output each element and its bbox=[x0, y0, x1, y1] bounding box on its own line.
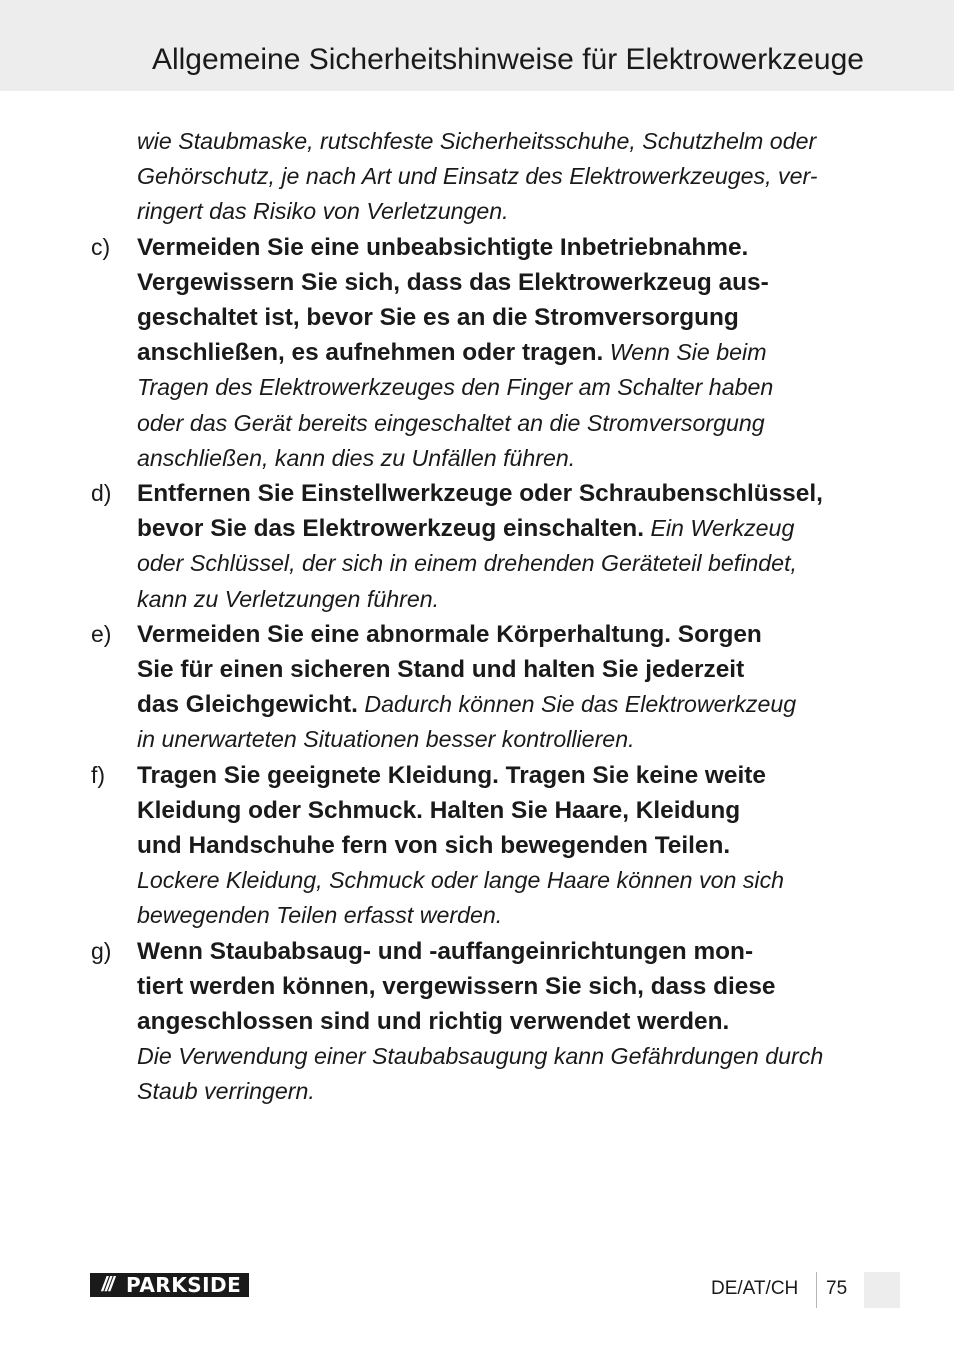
item-label: e) bbox=[91, 620, 112, 647]
text-line: tiert werden können, vergewissern Sie sich, dass diese bbox=[137, 972, 776, 1000]
item-label: d) bbox=[91, 480, 112, 507]
item-label: f) bbox=[91, 761, 106, 788]
text-line: oder das Gerät bereits eingeschaltet an die Stromversorgung bbox=[137, 409, 765, 436]
safety-item-f bbox=[0, 758, 865, 934]
text-line: Tragen Sie geeignete Kleidung. Tragen Sie keine weite bbox=[137, 761, 766, 789]
text-line: Tragen des Elektrowerkzeuges den Finger am Schalter haben bbox=[137, 374, 774, 401]
text-line: Entfernen Sie Einstellwerkzeuge oder Schraubenschlüssel, bbox=[137, 480, 823, 508]
text-line: und Handschuhe fern von sich bewegenden Teilen. bbox=[137, 832, 731, 860]
item-label: c) bbox=[91, 233, 111, 260]
country-code: DE/AT/CH bbox=[711, 1278, 799, 1299]
text-line bbox=[137, 511, 865, 546]
text-line: geschaltet ist, bevor Sie es an die Stromversorgung bbox=[137, 304, 739, 332]
item-label: g) bbox=[91, 937, 112, 964]
text-line: Gehörschutz, je nach Art und Einsatz des Elektrowerkzeuges, ver- bbox=[137, 163, 818, 190]
bold-text: das Gleichgewicht. bbox=[137, 691, 358, 719]
text-line: Vermeiden Sie eine abnormale Körperhaltung. Sorgen bbox=[137, 620, 762, 648]
text-line: Die Verwendung einer Staubabsaugung kann Gefährdungen durch bbox=[137, 1043, 824, 1070]
italic-text: Wenn Sie beim bbox=[609, 339, 767, 366]
text-line: kann zu Verletzungen führen. bbox=[137, 585, 440, 612]
parkside-logo bbox=[90, 1273, 249, 1297]
footer-tab-marker bbox=[864, 1272, 900, 1308]
bold-text: bevor Sie das Elektrowerkzeug einschalten. bbox=[137, 515, 644, 543]
text-line: Lockere Kleidung, Schmuck oder lange Haare können von sich bbox=[137, 867, 785, 894]
safety-item-e bbox=[0, 617, 865, 758]
text-line: angeschlossen sind und richtig verwendet werden. bbox=[137, 1008, 730, 1036]
document-body bbox=[0, 124, 954, 1110]
safety-item-d bbox=[0, 476, 865, 617]
text-line: bewegenden Teilen erfasst werden. bbox=[137, 902, 503, 929]
header-bar bbox=[0, 0, 954, 91]
page-number: 75 bbox=[826, 1278, 848, 1299]
logo-stripes-icon: /// bbox=[101, 1273, 113, 1296]
italic-text: Dadurch können Sie das Elektrowerkzeug bbox=[364, 691, 797, 718]
text-line: in unerwarteten Situationen besser kontrollieren. bbox=[137, 726, 635, 753]
text-line: Vergewissern Sie sich, dass das Elektrowerkzeug aus- bbox=[137, 268, 769, 296]
text-line: Staub verringern. bbox=[137, 1078, 315, 1105]
safety-item-c bbox=[0, 230, 865, 476]
text-line: oder Schlüssel, der sich in einem drehenden Geräteteil befindet, bbox=[137, 550, 797, 577]
bold-text: anschließen, es aufnehmen oder tragen. bbox=[137, 339, 604, 367]
footer-divider bbox=[816, 1272, 817, 1308]
safety-item-g bbox=[0, 934, 865, 1110]
text-line: wie Staubmaske, rutschfeste Sicherheitsschuhe, Schutzhelm oder bbox=[137, 128, 817, 154]
text-line bbox=[137, 335, 865, 370]
logo-text: PARKSIDE bbox=[126, 1273, 242, 1297]
italic-text: Ein Werkzeug bbox=[650, 515, 795, 542]
text-line: Sie für einen sicheren Stand und halten Sie jederzeit bbox=[137, 656, 745, 684]
page-title: Allgemeine Sicherheitshinweise für Elektrowerkzeuge bbox=[151, 43, 864, 76]
text-line bbox=[137, 687, 865, 722]
text-line: Vermeiden Sie eine unbeabsichtigte Inbetriebnahme. bbox=[137, 233, 749, 261]
text-line: anschließen, kann dies zu Unfällen führen. bbox=[137, 444, 576, 471]
text-line: ringert das Risiko von Verletzungen. bbox=[137, 198, 509, 225]
intro-paragraph bbox=[0, 124, 865, 230]
text-line: Wenn Staubabsaug- und -auffangeinrichtungen mon- bbox=[137, 937, 754, 965]
text-line: Kleidung oder Schmuck. Halten Sie Haare, Kleidung bbox=[137, 796, 741, 824]
